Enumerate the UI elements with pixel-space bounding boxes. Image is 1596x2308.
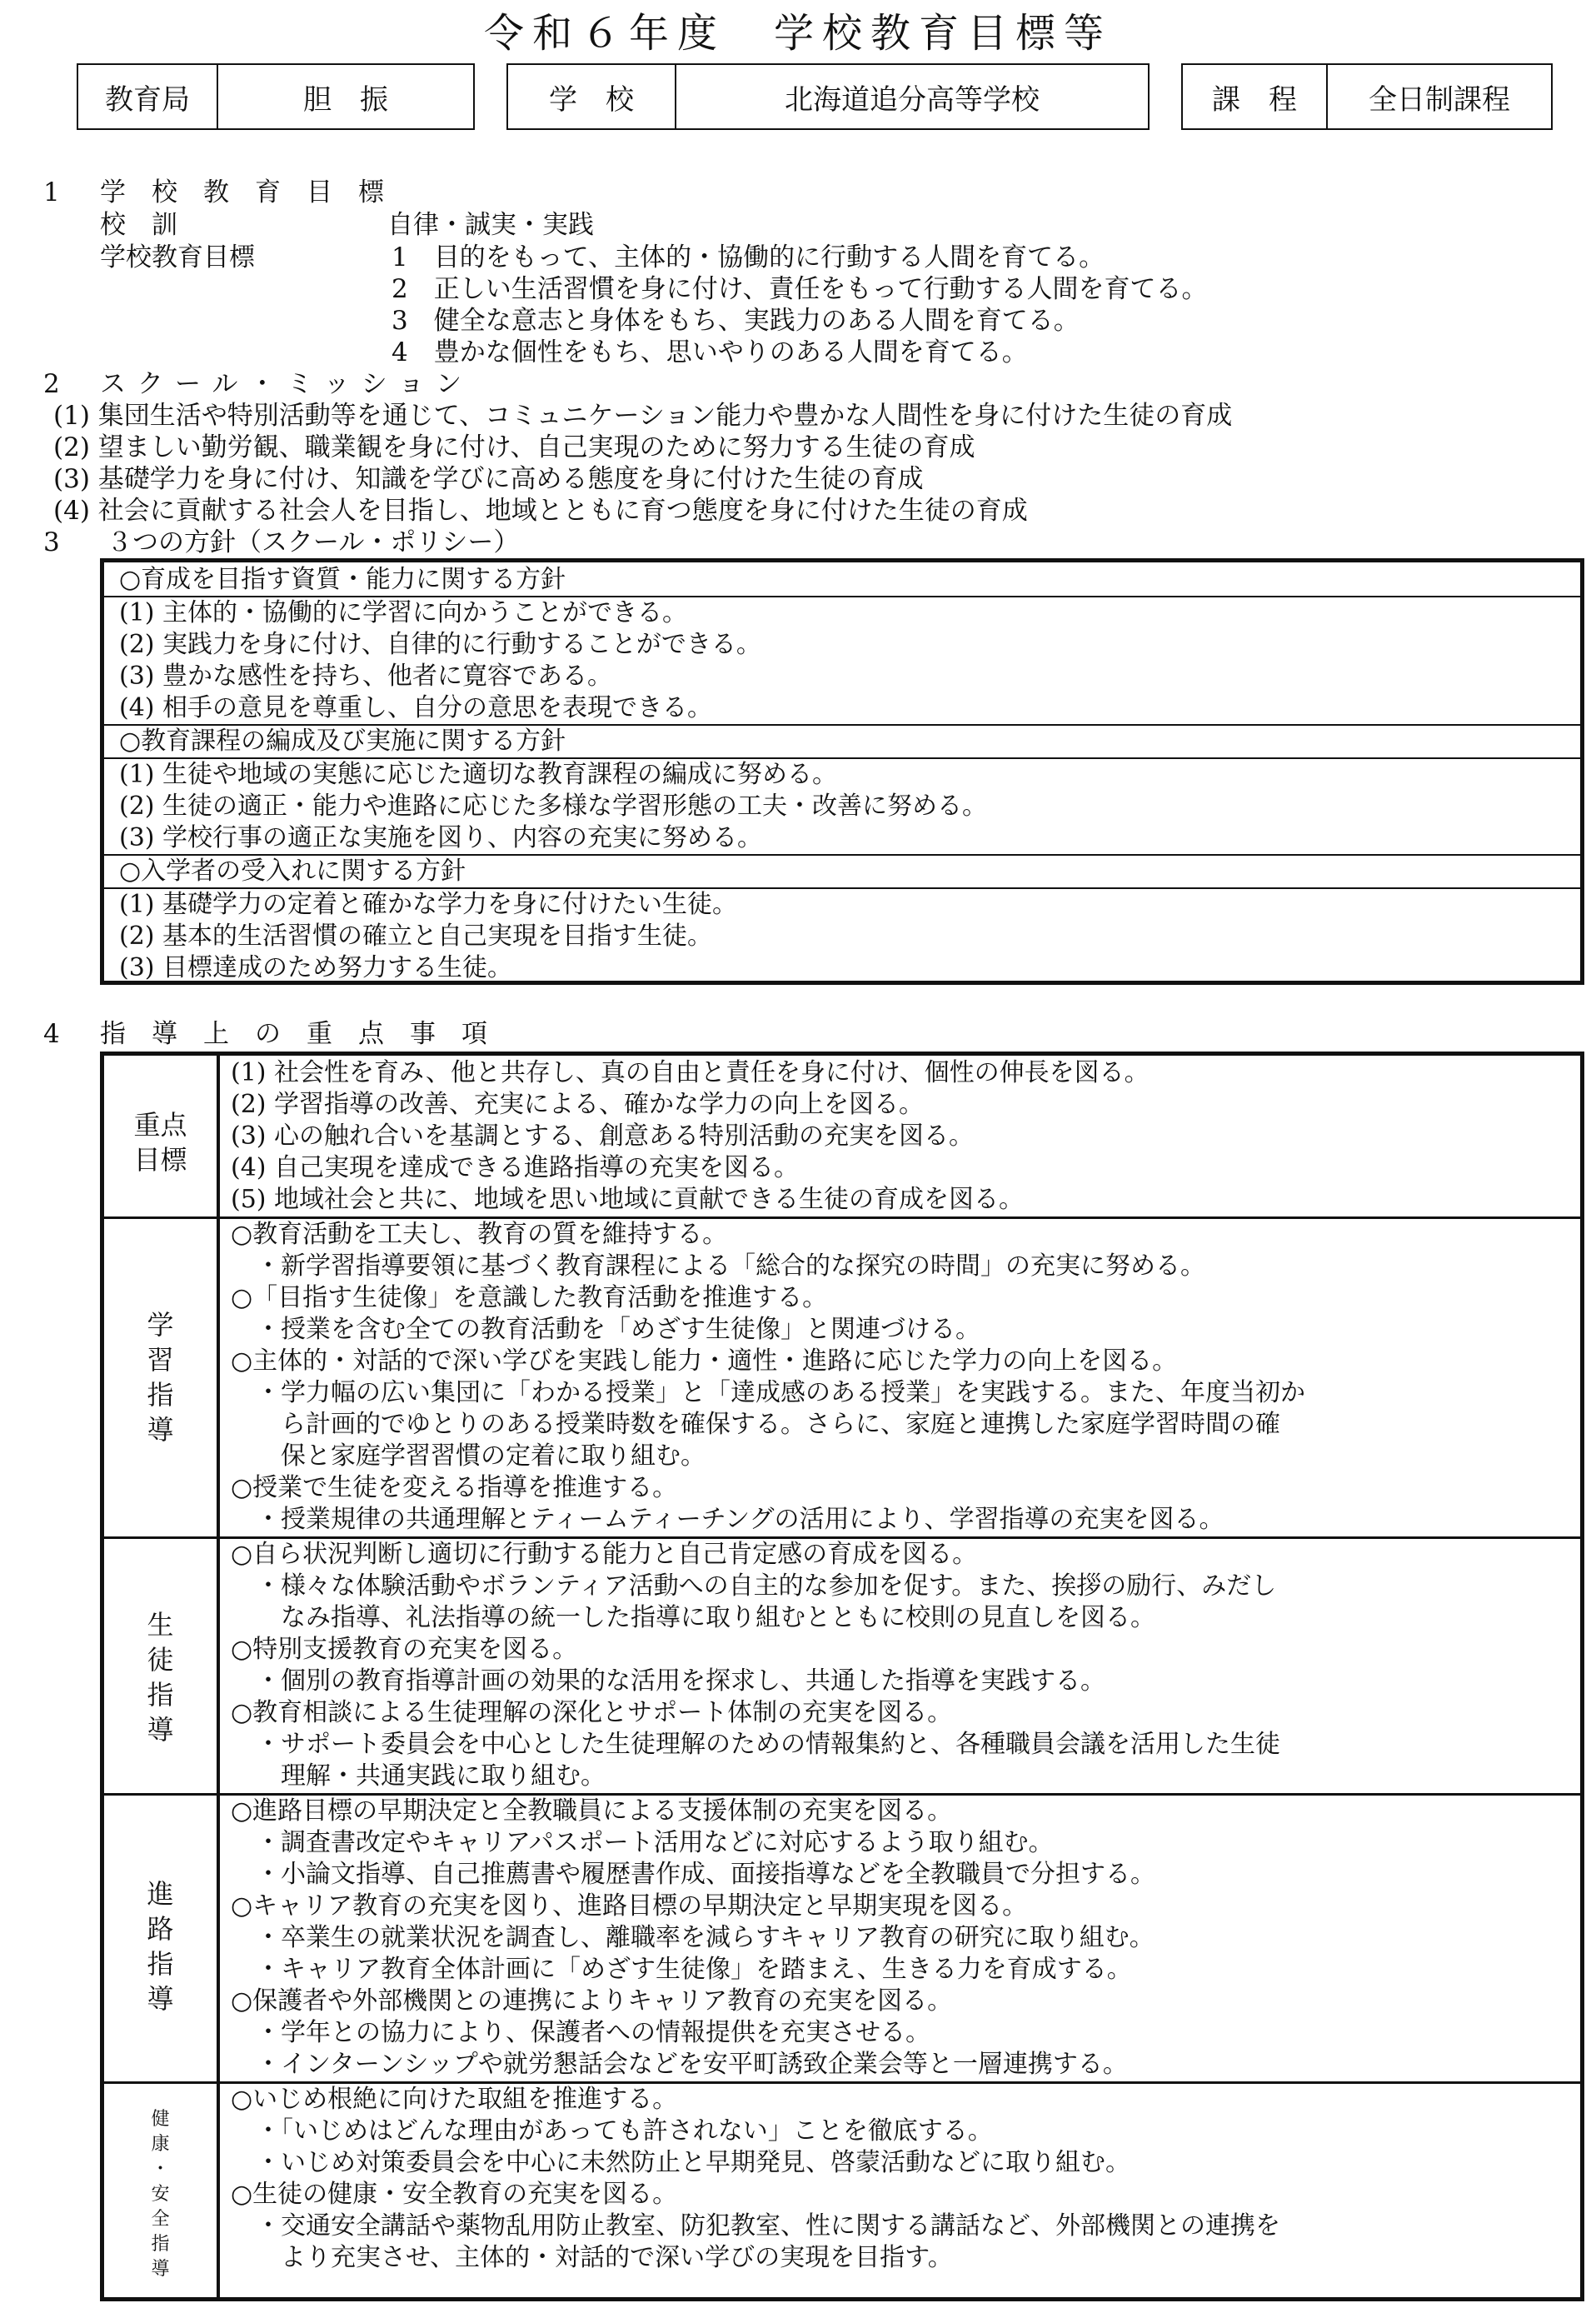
- section1-heading: 学 校 教 育 目 標: [100, 177, 384, 207]
- course-box: [1181, 63, 1553, 130]
- section4-heading: 指 導 上 の 重 点 事 項: [100, 1019, 487, 1049]
- table-line: ・交通安全講話や薬物乱用防止教室、防犯教室、性に関する講話など、外部機関との連携を: [231, 2211, 1280, 2241]
- table-line: ・個別の教育指導計画の効果的な活用を探求し、共通した指導を実践する。: [231, 1666, 1105, 1696]
- table-line: ・いじめ対策委員会を中心に未然防止と早期発見、啓蒙活動などに取り組む。: [231, 2148, 1130, 2177]
- page-title: 令和６年度 学校教育目標等: [483, 10, 1112, 57]
- policy-item: (3) 学校行事の適正な実施を図り、内容の充実に努める。: [119, 823, 763, 852]
- section3-number: 3: [43, 527, 60, 557]
- table-line: ・サポート委員会を中心とした生徒理解のための情報集約と、各種職員会議を活用した生徒: [231, 1730, 1280, 1759]
- table-line: ・調査書改定やキャリアパスポート活用などに対応するよう取り組む。: [231, 1828, 1054, 1857]
- mission-item: (3) 基礎学力を身に付け、知識を学びに高める態度を身に付けた生徒の育成: [53, 464, 924, 494]
- school-label: 学 校: [508, 65, 676, 128]
- policy-item: (4) 相手の意見を尊重し、自分の意思を表現できる。: [119, 693, 713, 722]
- table-line: ・授業規律の共通理解とティームティーチングの活用により、学習指導の充実を図る。: [231, 1505, 1224, 1534]
- row-label-career-guidance: 進 路 指 導: [147, 1878, 174, 2015]
- table-line: ○保護者や外部機関との連携によりキャリア教育の充実を図る。: [231, 1986, 953, 2016]
- school-box: [506, 63, 1150, 130]
- row-label-learning: 学 習 指 導: [147, 1309, 174, 1446]
- mission-item: (4) 社会に貢献する社会人を目指し、地域とともに育つ態度を身に付けた生徒の育成: [53, 496, 1028, 526]
- table-line: ○主体的・対話的で深い学びを実践し能力・適性・進路に応じた学力の向上を図る。: [231, 1346, 1178, 1376]
- table-line: ・小論文指導、自己推薦書や履歴書作成、面接指導などを全教職員で分担する。: [231, 1860, 1155, 1889]
- row-label-key-goals: 重点 目標: [133, 1109, 187, 1176]
- table-line: ○「目指す生徒像」を意識した教育活動を推進する。: [231, 1283, 828, 1312]
- policy-item: (1) 基礎学力の定着と確かな学力を身に付けたい生徒。: [119, 890, 738, 919]
- section3-heading: ３つの方針（スクール・ポリシー）: [107, 527, 520, 557]
- table-line: ・授業を含む全ての教育活動を「めざす生徒像」と関連づける。: [231, 1315, 980, 1344]
- table-line: ・新学習指導要領に基づく教育課程による「総合的な探究の時間」の充実に努める。: [231, 1251, 1205, 1281]
- table-line: ○授業で生徒を変える指導を推進する。: [231, 1473, 678, 1502]
- table-line: (3) 心の触れ合いを基調とする、創意ある特別活動の充実を図る。: [231, 1122, 975, 1151]
- table-line: ・キャリア教育全体計画に「めざす生徒像」を踏まえ、生きる力を育成する。: [231, 1955, 1132, 1984]
- policy-item: (3) 豊かな感性を持ち、他者に寛容である。: [119, 662, 613, 691]
- goal-item: 4 豊かな個性をもち、思いやりのある人間を育てる。: [392, 337, 1028, 367]
- table-line: ・「いじめはどんな理由があっても許されない」ことを徹底する。: [231, 2116, 993, 2146]
- bureau-label: 教育局: [78, 65, 218, 128]
- policy-item: (2) 実践力を身に付け、自律的に行動することができる。: [119, 630, 761, 659]
- table-line: ・学力幅の広い集団に「わかる授業」と「達成感のある授業」を実践する。また、年度当初か: [231, 1378, 1305, 1407]
- table-line: ・様々な体験活動やボランティア活動への自主的な参加を促す。また、挨拶の励行、みだし: [231, 1571, 1277, 1601]
- goal-item: 3 健全な意志と身体をもち、実践力のある人間を育てる。: [392, 306, 1080, 336]
- school-value: 北海道追分高等学校: [785, 82, 1040, 117]
- table-line: 理解・共通実践に取り組む。: [231, 1761, 606, 1791]
- table-line: ○自ら状況判断し適切に行動する能力と自己肯定感の育成を図る。: [231, 1540, 978, 1569]
- policy-item: (2) 生徒の適正・能力や進路に応じた多様な学習形態の工夫・改善に努める。: [119, 792, 988, 821]
- table-line: (1) 社会性を育み、他と共存し、真の自由と責任を身に付け、個性の伸長を図る。: [231, 1058, 1150, 1087]
- table-line: (2) 学習指導の改善、充実による、確かな学力の向上を図る。: [231, 1090, 925, 1119]
- table-line: ・卒業生の就業状況を調査し、離職率を減らすキャリア教育の研究に取り組む。: [231, 1923, 1155, 1952]
- table-line: ○特別支援教育の充実を図る。: [231, 1635, 578, 1664]
- table-line: (4) 自己実現を達成できる進路指導の充実を図る。: [231, 1153, 800, 1182]
- mission-item: (1) 集団生活や特別活動等を通じて、コミュニケーション能力や豊かな人間性を身に付けた生徒の育成: [53, 401, 1233, 431]
- policy-item: (1) 主体的・協働的に学習に向かうことができる。: [119, 598, 688, 627]
- section2-heading: スクール・ミッション: [100, 369, 474, 399]
- table-line: ら計画的でゆとりのある授業時数を確保する。さらに、家庭と連携した家庭学習時間の確: [231, 1410, 1280, 1439]
- motto-value: 自律・誠実・実践: [387, 210, 594, 240]
- table-line: ○キャリア教育の充実を図り、進路目標の早期決定と早期実現を図る。: [231, 1891, 1028, 1921]
- table-line: ○教育相談による生徒理解の深化とサポート体制の充実を図る。: [231, 1698, 953, 1727]
- table-line: より充実させ、主体的・対話的で深い学びの実現を目指す。: [231, 2243, 953, 2272]
- policy-item: (3) 目標達成のため努力する生徒。: [119, 953, 513, 982]
- table-line: (5) 地域社会と共に、地域を思い地域に貢献できる生徒の育成を図る。: [231, 1185, 1025, 1214]
- table-line: ○生徒の健康・安全教育の充実を図る。: [231, 2180, 678, 2209]
- course-value: 全日制課程: [1369, 82, 1510, 117]
- table-line: ○進路目標の早期決定と全教職員による支援体制の充実を図る。: [231, 1796, 953, 1826]
- policy-group-title: ○育成を目指す資質・能力に関する方針: [119, 565, 566, 594]
- table-line: 保と家庭学習習慣の定着に取り組む。: [231, 1441, 706, 1471]
- section4-number: 4: [43, 1019, 60, 1049]
- course-label: 課 程: [1183, 65, 1328, 128]
- policy-item: (2) 基本的生活習慣の確立と自己実現を目指す生徒。: [119, 922, 713, 951]
- goal-item: 2 正しい生活習慣を身に付け、責任をもって行動する人間を育てる。: [392, 274, 1208, 304]
- goal-item: 1 目的をもって、主体的・協働的に行動する人間を育てる。: [392, 242, 1105, 272]
- section2-number: 2: [43, 369, 60, 399]
- policy-group-title: ○教育課程の編成及び実施に関する方針: [119, 727, 566, 756]
- bureau-box: [77, 63, 475, 130]
- table-line: ○教育活動を工夫し、教育の質を維持する。: [231, 1220, 728, 1249]
- row-label-student-guidance: 生 徒 指 導: [147, 1609, 174, 1746]
- policy-group-title: ○入学者の受入れに関する方針: [119, 857, 466, 886]
- policy-box: [100, 558, 1584, 985]
- table-line: ・学年との協力により、保護者への情報提供を充実させる。: [231, 2018, 930, 2047]
- priority-table: [100, 1052, 1584, 2301]
- motto-label: 校 訓: [100, 210, 177, 240]
- mission-item: (2) 望ましい勤労観、職業観を身に付け、自己実現のために努力する生徒の育成: [53, 432, 975, 462]
- table-line: ・インターンシップや就労懇話会などを安平町誘致企業会等と一層連携する。: [231, 2050, 1128, 2079]
- table-line: ○いじめ根絶に向けた取組を推進する。: [231, 2085, 678, 2114]
- section1-number: 1: [43, 177, 60, 207]
- row-label-health-safety: 健 康 ・ 安 全 指 導: [151, 2109, 170, 2280]
- goals-label: 学校教育目標: [100, 242, 255, 272]
- bureau-value: 胆 振: [303, 82, 388, 117]
- policy-item: (1) 生徒や地域の実態に応じた適切な教育課程の編成に努める。: [119, 760, 838, 789]
- table-line: なみ指導、礼法指導の統一した指導に取り組むとともに校則の見直しを図る。: [231, 1603, 1155, 1632]
